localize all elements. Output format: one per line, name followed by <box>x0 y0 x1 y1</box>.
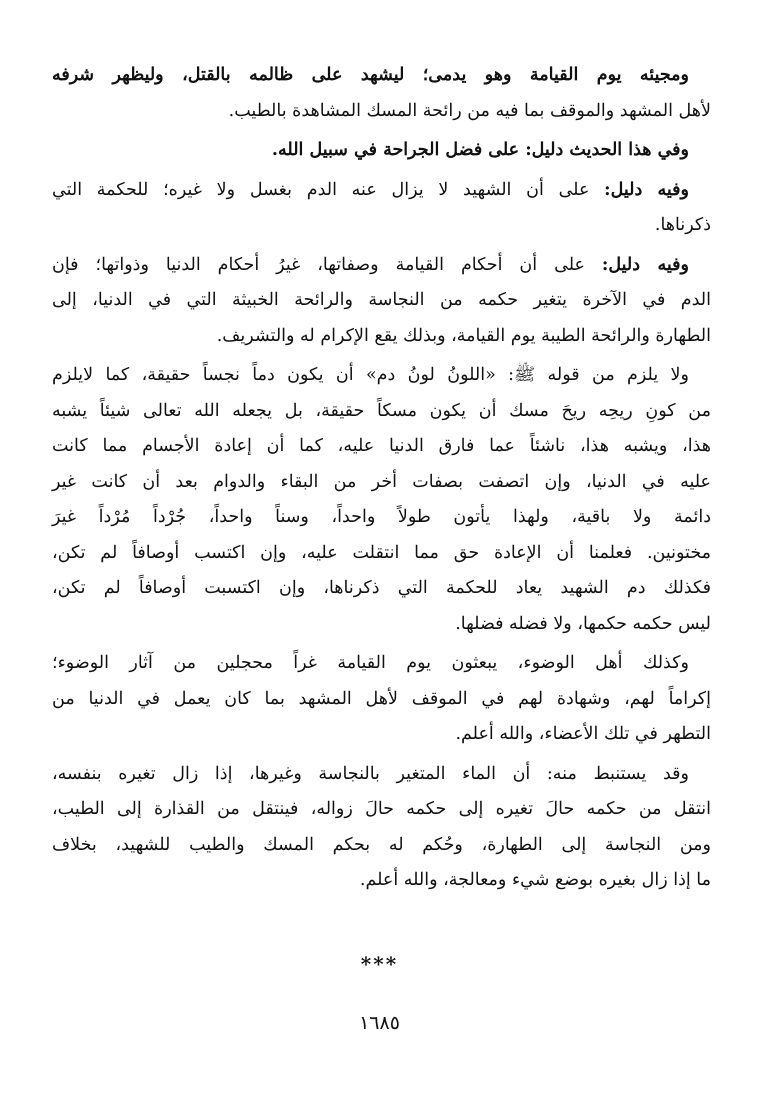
paragraph <box>52 646 711 753</box>
line-text: على أن أحكام القيامة وصفاتها، غيرُ أحكام الدنيا وذواتها؛ فإن <box>52 254 602 275</box>
line-text: وقد يستنبط منه: أن الماء المتغير بالنجاسة وغيرها، إذا زال تغيره بنفسه، <box>52 763 689 784</box>
line-text: التطهر في تلك الأعضاء، والله أعلم. <box>455 724 711 744</box>
text-line <box>52 394 711 430</box>
line-text: ذكرناها. <box>654 215 711 235</box>
line-text: إكراماً لهم، وشهادة لهم في الموقف لأهل المشهد بما كان يعمل في الدنيا من <box>52 688 711 709</box>
line-text: فكذلك دم الشهيد يعاد للحكمة التي ذكرناها، وإن اكتسبت أوصافاً لم تكن، <box>52 578 711 598</box>
line-text: هذا، ويشبه هذا، ناشئاً عما فارق الدنيا عليه، كما أن إعادة الأجسام مما كانت <box>52 436 711 456</box>
line-text: ولا يلزم من قوله ﷺ: «اللونُ لونُ دم» أن يكون دماً نجساً حقيقة، كما لايلزم <box>52 365 689 385</box>
text-line <box>52 208 711 244</box>
paragraph <box>52 58 711 129</box>
text-line <box>52 792 711 828</box>
section-separator: *** <box>360 952 399 976</box>
page-number: ١٦٨٥ <box>359 1012 400 1034</box>
text-line <box>52 571 711 607</box>
bold-lead-text: وفيه دليل: <box>601 254 689 275</box>
text-line <box>52 283 711 319</box>
paragraph <box>52 757 711 899</box>
text-line <box>52 646 711 682</box>
text-line <box>52 248 711 284</box>
bold-lead-text: ومجيئه يوم القيامة وهو يدمى؛ ليشهد على ظالمه بالقتل، وليظهر شرفه <box>52 65 689 85</box>
bold-lead-text: وفيه دليل: <box>604 179 689 200</box>
paragraph <box>52 173 711 244</box>
paragraph <box>52 133 711 169</box>
text-line <box>52 717 711 753</box>
text-line <box>52 682 711 718</box>
text-line <box>52 607 711 643</box>
text-line <box>52 429 711 465</box>
line-text: وكذلك أهل الوضوء، يبعثون يوم القيامة غراً محجلين من آثار الوضوء؛ <box>52 653 689 673</box>
paragraph <box>52 248 711 355</box>
line-text: ومن النجاسة إلى الطهارة، وحُكم له بحكم المسك والطيب للشهيد، بخلاف <box>52 834 711 855</box>
text-line <box>52 500 711 536</box>
paragraph <box>52 358 711 642</box>
line-text: من كونِ ريحِه ريحَ مسك أن يكون مسكاً حقيقة، بل يجعله الله تعالى شيئاً يشبه <box>52 400 711 421</box>
line-text: انتقل من حكمه حالَ تغيره إلى حكمه حالَ زواله، فينتقل من القذارة إلى الطيب، <box>52 799 711 819</box>
text-line <box>52 133 711 169</box>
line-text: على أن الشهيد لا يزال عنه الدم بغسل ولا غيره؛ للحكمة التي <box>52 179 605 200</box>
text-line <box>52 828 711 864</box>
line-text: ليس حكمه حكمها، ولا فضله فضلها. <box>455 613 711 634</box>
line-text: الدم في الآخرة يتغير حكمه من النجاسة والرائحة الخبيثة التي في الدنيا، إلى <box>52 290 711 310</box>
text-line <box>52 173 711 209</box>
text-line <box>52 536 711 572</box>
line-text: مختونين. فعلمنا أن الإعادة حق مما انتقلت عليه، وإن اكتسب أوصافاً لم تكن، <box>52 542 711 563</box>
text-line <box>52 757 711 793</box>
text-line <box>52 863 711 899</box>
body-text <box>52 58 711 899</box>
text-line <box>52 358 711 394</box>
text-line <box>52 319 711 355</box>
text-line <box>52 58 711 94</box>
bold-lead-text: وفي هذا الحديث دليل: على فضل الجراحة في سبيل الله. <box>271 140 689 160</box>
line-text: الطهارة والرائحة الطيبة يوم القيامة، وبذلك يقع الإكرام له والتشريف. <box>216 325 711 346</box>
line-text: دائمة ولا باقية، ولهذا يأتون طولاً واحداً، وسناً واحداً، جُرْداً مُرْداً غيرَ <box>52 507 711 527</box>
line-text: ما إذا زال بغيره بوضع شيء ومعالجة، والله أعلم. <box>359 870 711 890</box>
line-text: لأهل المشهد والموقف بما فيه من رائحة المسك المشاهدة بالطيب. <box>228 100 711 121</box>
text-line <box>52 94 711 130</box>
text-line <box>52 465 711 501</box>
line-text: عليه في الدنيا، وإن اتصفت بصفات أخر من البقاء والدوام بعد أن كانت غير <box>52 471 711 492</box>
